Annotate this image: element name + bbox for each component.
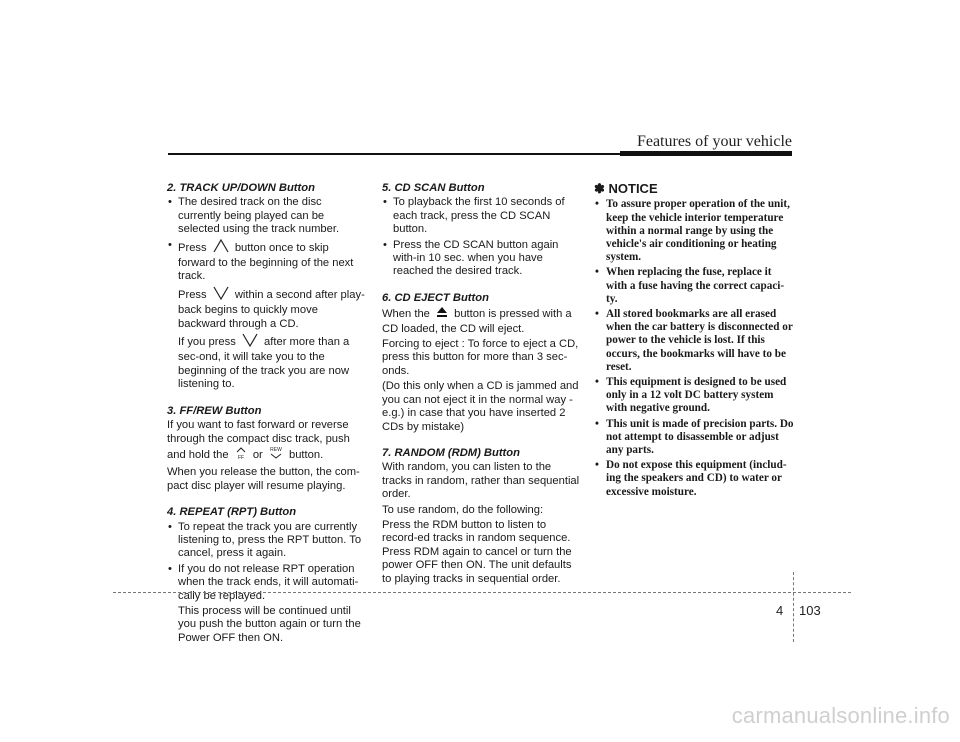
- notice-item: • Do not expose this equipment (includ-ing the speakers and CD) to water or excessive moisture.: [594, 459, 794, 499]
- eject-icon: [436, 306, 448, 322]
- bullet-text: Press the CD SCAN button again with-in 10 sec. when you have reached the desired track.: [393, 238, 559, 278]
- notice-item: • All stored bookmarks are all erased when the car battery is disconnected or power to the vehicle is lost. If this occurs, the bookmarks will have to be reset.: [594, 308, 794, 374]
- text: If you press: [178, 336, 236, 349]
- footer-divider: [793, 572, 794, 642]
- list-item: [167, 196, 367, 236]
- svg-text:REW: REW: [270, 446, 282, 453]
- chapter-number: 4: [776, 603, 784, 618]
- notice-title: ✽ NOTICE: [594, 181, 658, 196]
- notice-box: [594, 182, 794, 501]
- scan-bullets: [382, 196, 582, 278]
- page-header-title: Features of your vehicle: [636, 133, 792, 150]
- bullet-text: The desired track on the disc currently being played can be selected using the track number.: [178, 196, 340, 236]
- bullet-text: Press: [178, 241, 207, 254]
- paragraph: When you release the button, the com-pact disc player will resume playing.: [167, 466, 360, 492]
- paragraph: [167, 286, 367, 331]
- ff-icon: [235, 446, 247, 464]
- list-item: [167, 563, 367, 603]
- page-number: 103: [799, 603, 821, 618]
- track-up-icon: [213, 239, 229, 257]
- section-title-scan: 5. CD SCAN Button: [382, 182, 485, 194]
- list-item: [382, 239, 582, 279]
- notice-item: • This unit is made of precision parts. Do not attempt to disassemble or adjust any parts.: [594, 418, 794, 458]
- list-item: [382, 196, 582, 236]
- notice-item: • This equipment is designed to be used only in a 12 volt DC battery system with negative ground.: [594, 376, 794, 416]
- bullet-text: To repeat the track you are currently listening to, press the RPT button. To cancel, press it again.: [178, 520, 362, 560]
- header-rule-accent: [620, 151, 792, 156]
- repeat-bullets: [167, 521, 367, 603]
- paragraph: To use random, do the following:: [382, 503, 544, 516]
- notice-list: [594, 198, 794, 498]
- text: after more than a sec-ond, it will take you to the beginning of the track you are now listening to.: [178, 336, 350, 391]
- paragraph: This process will be continued until you push the button again or turn the Power OFF then ON.: [178, 604, 361, 644]
- track-bullets: [167, 196, 367, 283]
- paragraph: With random, you can listen to the tracks in random, rather than sequential order.: [382, 461, 580, 501]
- column-left: [167, 182, 367, 647]
- text: Press: [178, 289, 207, 301]
- section-title-random: 7. RANDOM (RDM) Button: [382, 446, 520, 459]
- paragraph: (Do this only when a CD is jammed and you can not eject it in the normal way - e.g.) in case that you have inserted 2 CDs by mistake): [382, 380, 579, 433]
- text: button is pressed with a CD loaded, the CD will eject.: [382, 308, 572, 335]
- notice-item: • When replacing the fuse, replace it with a fuse having the correct capaci-ty.: [594, 266, 794, 306]
- paragraph: Forcing to eject : To force to eject a CD, press this button for more than 3 sec-onds.: [382, 338, 579, 377]
- section-title-ffrew: 3. FF/REW Button: [167, 404, 262, 417]
- list-item: [167, 239, 367, 284]
- paragraph: [382, 306, 582, 336]
- bullet-text: If you do not release RPT operation when the track ends, it will automati-cally be replayed.: [178, 562, 359, 602]
- notice-item: • To assure proper operation of the unit, keep the vehicle interior temperature within a normal range by using the vehicle's air conditioning or heating system.: [594, 198, 794, 264]
- track-down-icon: [242, 333, 258, 351]
- watermark: carmanualsonline.info: [731, 703, 950, 728]
- section-title-repeat: 4. REPEAT (RPT) Button: [167, 506, 297, 519]
- list-item: [167, 521, 367, 561]
- column-middle: [382, 182, 582, 588]
- text: If you want to fast forward or reverse through the compact disc track, push and hold the: [167, 419, 350, 462]
- text: When the: [382, 308, 430, 321]
- svg-text:FF: FF: [237, 454, 244, 460]
- text: within a second after play-back begins to quickly move backward through a CD.: [178, 289, 365, 330]
- text: button.: [288, 449, 324, 462]
- bullet-text: To playback the first 10 seconds of each track, press the CD SCAN button.: [393, 196, 565, 236]
- section-title-track: 2. TRACK UP/DOWN Button: [167, 182, 315, 194]
- paragraph: Press the RDM button to listen to record-ed tracks in random sequence. Press RDM again to cancel or turn the power OFF then ON. The unit defaults to playing tracks in sequential order.: [382, 518, 572, 585]
- section-title-eject: 6. CD EJECT Button: [382, 291, 489, 304]
- track-down-icon: [213, 286, 229, 304]
- paragraph: [167, 419, 367, 464]
- footer-rule: [113, 592, 851, 593]
- bullet-text: button once to skip forward to the beginning of the next track.: [178, 241, 354, 283]
- text: or: [252, 449, 263, 462]
- rew-icon: [269, 446, 283, 464]
- paragraph: [167, 333, 367, 392]
